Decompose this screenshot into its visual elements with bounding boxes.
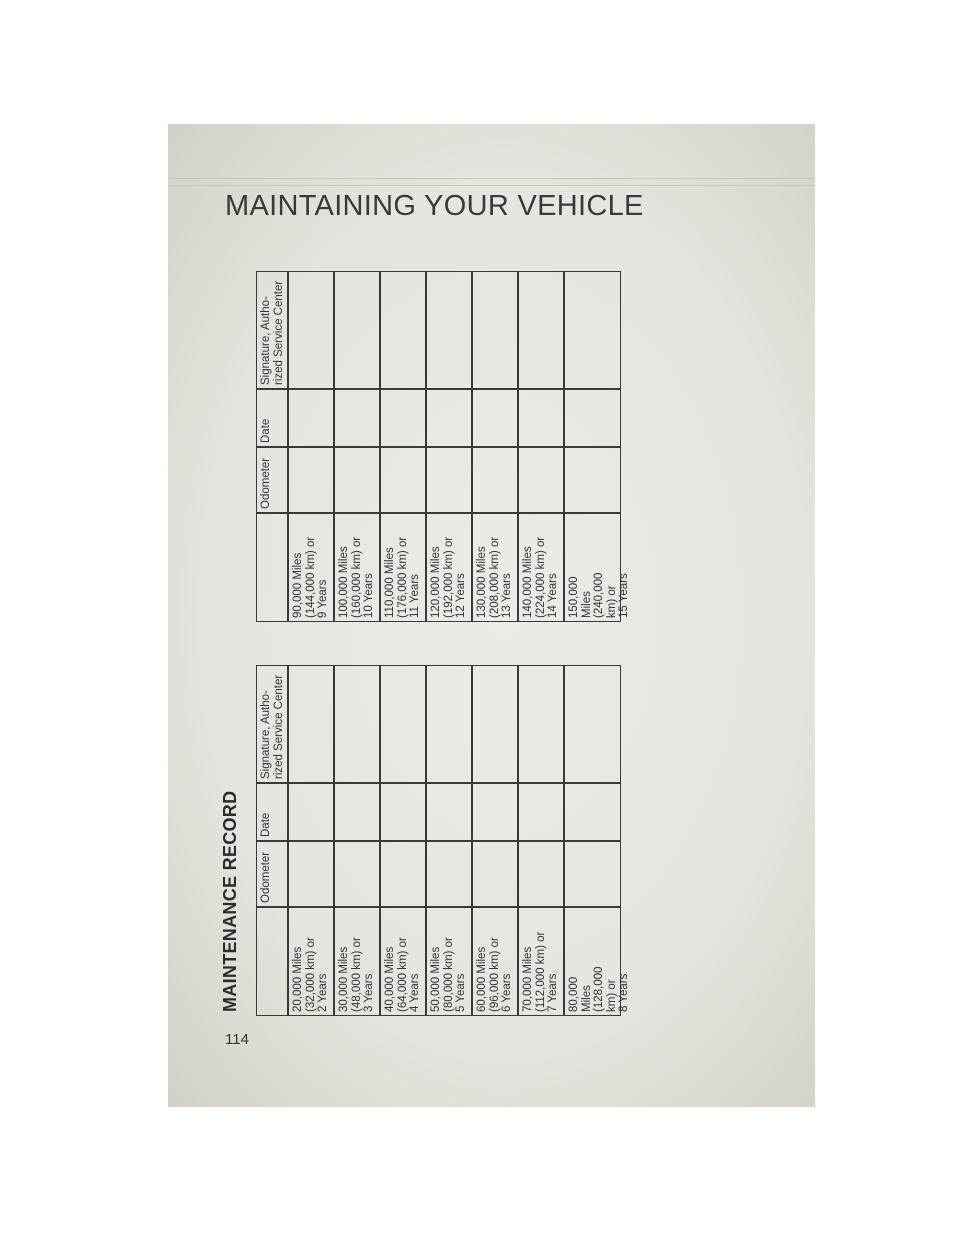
column-header-odometer: Odometer xyxy=(260,457,272,509)
date-cell xyxy=(288,389,334,447)
maintenance-table-1 xyxy=(256,665,630,1016)
service-interval-label: 90,000 Miles (144,000 km) or 9 Years xyxy=(292,536,329,618)
header-interval-cell xyxy=(256,907,288,1016)
odometer-cell xyxy=(518,841,564,907)
odometer-cell xyxy=(380,841,426,907)
date-cell xyxy=(334,389,380,447)
column-header-date: Date xyxy=(260,418,272,443)
column-header-signature: Signature, Autho- rized Service Center xyxy=(260,280,285,385)
odometer-cell xyxy=(334,447,380,513)
signature-cell xyxy=(564,665,621,783)
service-interval-label: 50,000 Miles (80,000 km) or 5 Years xyxy=(430,937,467,1012)
odometer-cell xyxy=(564,447,621,513)
odometer-cell xyxy=(564,841,621,907)
service-interval-label: 80,000 Miles (128,000 km) or 8 Years xyxy=(568,966,630,1012)
service-interval-label: 20,000 Miles (32,000 km) or 2 Years xyxy=(292,937,329,1012)
date-cell xyxy=(380,389,426,447)
date-cell xyxy=(472,783,518,841)
service-interval-label: 70,000 Miles (112,000 km) or 7 Years xyxy=(522,931,559,1012)
signature-cell xyxy=(380,665,426,783)
header-rule xyxy=(168,178,815,179)
signature-cell xyxy=(334,665,380,783)
page-number: 114 xyxy=(225,1031,249,1048)
manual-page xyxy=(168,124,815,1107)
signature-cell xyxy=(426,665,472,783)
maintenance-table-2 xyxy=(256,271,630,622)
signature-cell xyxy=(518,665,564,783)
signature-cell xyxy=(564,271,621,389)
column-header-date: Date xyxy=(260,812,272,837)
odometer-cell xyxy=(288,841,334,907)
date-cell xyxy=(472,389,518,447)
date-cell xyxy=(426,783,472,841)
odometer-cell xyxy=(472,841,518,907)
signature-cell xyxy=(288,271,334,389)
service-interval-label: 110,000 Miles (176,000 km) or 11 Years xyxy=(384,536,421,618)
signature-cell xyxy=(426,271,472,389)
service-interval-label: 130,000 Miles (208,000 km) or 13 Years xyxy=(476,536,513,618)
date-cell xyxy=(380,783,426,841)
service-interval-label: 150,000 Miles (240,000 km) or 15 Years xyxy=(568,572,630,618)
header-interval-cell xyxy=(256,513,288,622)
date-cell xyxy=(564,783,621,841)
signature-cell xyxy=(288,665,334,783)
odometer-cell xyxy=(426,841,472,907)
odometer-cell xyxy=(426,447,472,513)
odometer-cell xyxy=(518,447,564,513)
signature-cell xyxy=(472,665,518,783)
odometer-cell xyxy=(472,447,518,513)
service-interval-label: 40,000 Miles (64,000 km) or 4 Years xyxy=(384,937,421,1012)
odometer-cell xyxy=(288,447,334,513)
date-cell xyxy=(334,783,380,841)
odometer-cell xyxy=(380,447,426,513)
date-cell xyxy=(426,389,472,447)
column-header-signature: Signature, Autho- rized Service Center xyxy=(260,674,285,779)
section-title: MAINTENANCE RECORD xyxy=(220,790,240,1012)
service-interval-label: 140,000 Miles (224,000 km) or 14 Years xyxy=(522,536,559,618)
date-cell xyxy=(564,389,621,447)
signature-cell xyxy=(518,271,564,389)
odometer-cell xyxy=(334,841,380,907)
service-interval-label: 30,000 Miles (48,000 km) or 3 Years xyxy=(338,937,375,1012)
service-interval-label: 100,000 Miles (160,000 km) or 10 Years xyxy=(338,536,375,618)
header-rule-lower xyxy=(168,185,815,186)
date-cell xyxy=(288,783,334,841)
service-interval-label: 60,000 Miles (96,000 km) or 6 Years xyxy=(476,937,513,1012)
signature-cell xyxy=(472,271,518,389)
page-title: MAINTAINING YOUR VEHICLE xyxy=(225,190,644,222)
date-cell xyxy=(518,783,564,841)
service-interval-label: 120,000 Miles (192,000 km) or 12 Years xyxy=(430,536,467,618)
signature-cell xyxy=(380,271,426,389)
signature-cell xyxy=(334,271,380,389)
column-header-odometer: Odometer xyxy=(260,851,272,903)
date-cell xyxy=(518,389,564,447)
